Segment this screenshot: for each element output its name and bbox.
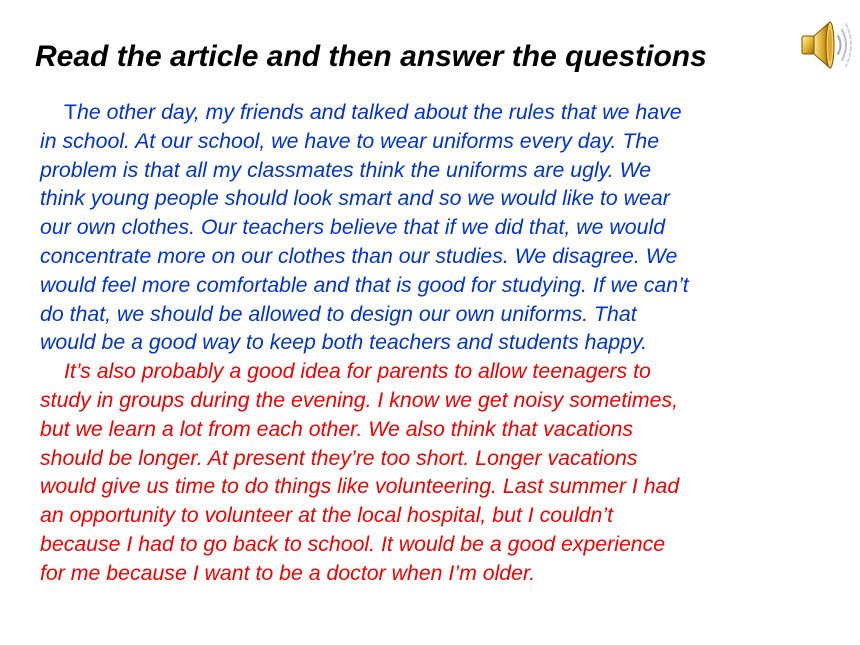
article-paragraph-rules <box>40 98 810 357</box>
article-text <box>40 98 810 588</box>
paragraph-line: do that, we should be allowed to design our own uniforms. That <box>40 301 637 326</box>
paragraph-line: study in groups during the evening. I know we get noisy sometimes, <box>40 387 679 412</box>
paragraph-line: concentrate more on our clothes than our studies. We disagree. We <box>40 243 678 268</box>
article-paragraph-study-vacation <box>40 357 810 587</box>
speaker-icon <box>796 14 856 76</box>
paragraph-line: would give us time to do things like volunteering. Last summer I had <box>40 474 680 499</box>
paragraph-line: should be longer. At present they’re too short. Longer vacations <box>40 445 638 470</box>
paragraph-line: because I had to go back to school. It would be a good experience <box>40 531 666 556</box>
play-audio-button[interactable] <box>796 14 856 76</box>
paragraph-line: would be a good way to keep both teachers and students happy. <box>40 330 647 355</box>
paragraph-line: The other day, my friends and talked about the rules that we have <box>64 100 682 124</box>
paragraph-line: for me because I want to be a doctor when I’m older. <box>40 560 536 585</box>
paragraph-line: think young people should look smart and so we would like to wear <box>40 186 670 211</box>
paragraph-line: our own clothes. Our teachers believe that if we did that, we would <box>40 215 666 240</box>
paragraph-line: It’s also probably a good idea for parents to allow teenagers to <box>64 359 651 384</box>
paragraph-line: would feel more comfortable and that is good for studying. If we can’t <box>40 272 689 297</box>
paragraph-line: an opportunity to volunteer at the local hospital, but I couldn’t <box>40 503 614 528</box>
paragraph-line: but we learn a lot from each other. We also think that vacations <box>40 416 634 441</box>
paragraph-line: problem is that all my classmates think the uniforms are ugly. We <box>40 157 652 182</box>
slide-title: Read the article and then answer the questions <box>35 40 707 73</box>
paragraph-line: in school. At our school, we have to wear uniforms every day. The <box>40 128 660 153</box>
paragraph-first-letter: T <box>64 100 78 124</box>
